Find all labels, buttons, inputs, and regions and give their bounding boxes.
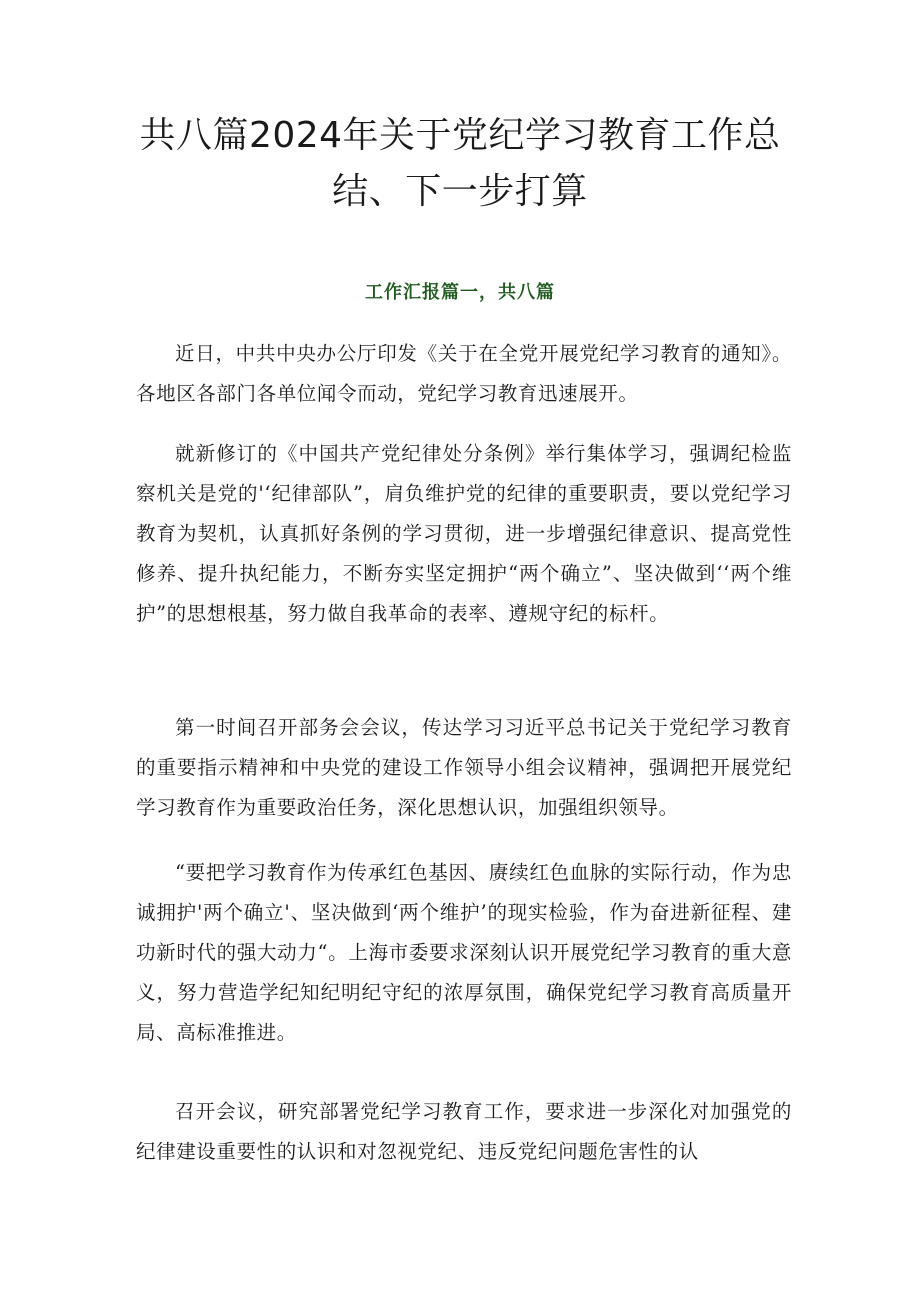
section-heading: 工作汇报篇一，共八篇	[365, 282, 555, 303]
title-line-1: 共八篇2024年关于党纪学习教育工作总	[139, 115, 781, 156]
paragraph-2: 就新修订的《中国共产党纪律处分条例》举行集体学习，强调纪检监察机关是党的'‘纪律部队”，肩负维护党的纪律的重要职责，要以党纪学习教育为契机，认真抓好条例的学习贯彻，进一步增强纪律意识、提高党性修养、提升执纪能力，不断夯实坚定拥护“两个确立”、坚决做到‘‘两个维护”的思想根基，努力做自我革命的表率、遵规守纪的标杆。	[136, 442, 792, 625]
paragraph-3: 第一时间召开部务会会议，传达学习习近平总书记关于党纪学习教育的重要指示精神和中央党的建设工作领导小组会议精神，强调把开展党纪学习教育作为重要政治任务，深化思想认识，加强组织领导。	[136, 716, 792, 819]
paragraph-5: 召开会议，研究部署党纪学习教育工作，要求进一步深化对加强党的纪律建设重要性的认识和对忽视党纪、违反党纪问题危害性的认	[136, 1100, 792, 1163]
paragraph-1: 近日，中共中央办公厅印发《关于在全党开展党纪学习教育的通知》。各地区各部门各单位闻令而动，党纪学习教育迅速展开。	[136, 342, 792, 405]
paragraph-4: “要把学习教育作为传承红色基因、赓续红色血脉的实际行动，作为忠诚拥护'两个确立'、坚决做到‘两个维护’的现实检验，作为奋进新征程、建功新时代的强大动力“。上海市委要求深刻认识开展党纪学习教育的重大意义，努力营造学纪知纪明纪守纪的浓厚氛围，确保党纪学习教育高质量开局、高标准推进。	[136, 861, 792, 1044]
document-title	[120, 108, 800, 220]
title-line-2: 结、下一步打算	[332, 171, 588, 212]
